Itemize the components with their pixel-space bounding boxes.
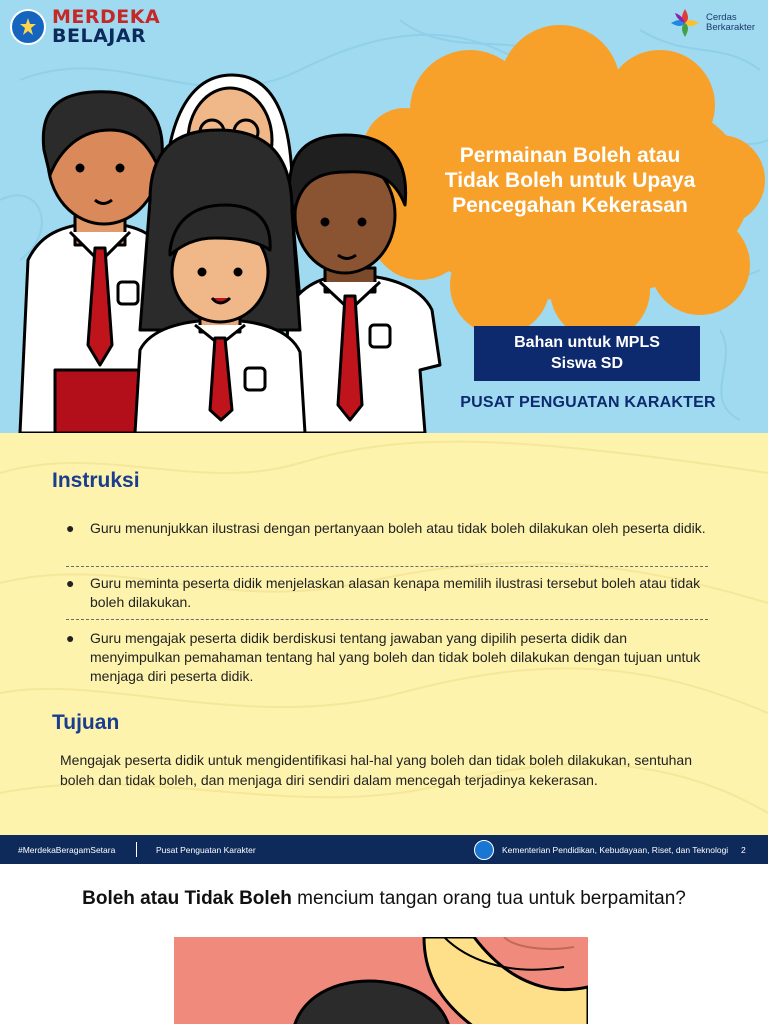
student-girl-front (135, 130, 305, 433)
merdeka-belajar-logo (10, 8, 160, 46)
instruction-item-2 (66, 574, 706, 612)
question-illustration (174, 937, 588, 1024)
hero-banner (0, 0, 768, 433)
question-bold: Boleh atau Tidak Boleh (82, 888, 292, 909)
cerdas-text: Cerdas (706, 12, 737, 23)
instruction-item-1 (66, 519, 706, 538)
slide-footer (0, 835, 768, 864)
cerdas-berkarakter-text (706, 13, 755, 33)
bullet-icon: ● (66, 575, 75, 591)
instruksi-heading: Instruksi (52, 469, 140, 492)
audience-line-1: Bahan untuk MPLS (514, 334, 660, 351)
footer-hashtag: #MerdekaBeragamSetara (18, 845, 116, 855)
instruction-text: Guru menunjukkan ilustrasi dengan pertanyaan boleh atau tidak boleh dilakukan oleh peserta didik. (90, 520, 706, 536)
ministry-emblem-icon (474, 840, 494, 860)
divider (66, 619, 708, 620)
bullet-icon: ● (66, 630, 75, 646)
footer-org: Pusat Penguatan Karakter (156, 845, 256, 855)
merdeka-belajar-wordmark (52, 8, 160, 46)
page-number: 2 (741, 845, 746, 855)
footer-ministry: Kementerian Pendidikan, Kebudayaan, Riset, dan Teknologi (502, 845, 729, 855)
bullet-icon: ● (66, 520, 75, 536)
berkarakter-text: Berkarakter (706, 22, 756, 33)
title-line-1: Permainan Boleh atau (459, 144, 681, 167)
flower-icon (668, 6, 702, 40)
tujuan-text: Mengajak peserta didik untuk mengidentifikasi hal-hal yang boleh dan tidak boleh dilakukan, sentuhan boleh dan tidak boleh, dan menjaga diri sendiri dalam mencegah terjadinya kekerasan. (60, 752, 692, 788)
audience-line-2: Siswa SD (550, 355, 624, 372)
organization-label: PUSAT PENGUATAN KARAKTER (460, 394, 716, 411)
instruction-item-3 (66, 629, 706, 686)
instructions-section (0, 433, 768, 835)
instruction-text: Guru meminta peserta didik menjelaskan alasan kenapa memilih ilustrasi tersebut boleh atau tidak boleh dilakukan. (90, 575, 701, 610)
instruction-text: Guru mengajak peserta didik berdiskusi tentang jawaban yang dipilih peserta didik dan menyimpulkan pemahaman tentang hal yang boleh dan tidak boleh dilakukan dengan tujuan untuk menjaga diri peserta didik. (90, 630, 701, 684)
question-rest: mencium tangan orang tua untuk berpamitan? (291, 888, 686, 909)
divider (66, 566, 708, 567)
slide-title (415, 143, 725, 218)
question-text (0, 888, 768, 910)
footer-separator (136, 842, 137, 857)
belajar-text: BELAJAR (52, 25, 147, 47)
merdeka-text: MERDEKA (52, 6, 161, 28)
next-slide (0, 864, 768, 1024)
title-line-2: Tidak Boleh untuk Upaya (444, 169, 696, 192)
tujuan-heading: Tujuan (52, 711, 120, 734)
cerdas-berkarakter-logo (668, 6, 755, 40)
tut-wuri-emblem-icon (10, 9, 46, 45)
title-line-3: Pencegahan Kekerasan (452, 194, 688, 217)
audience-box (474, 326, 700, 381)
